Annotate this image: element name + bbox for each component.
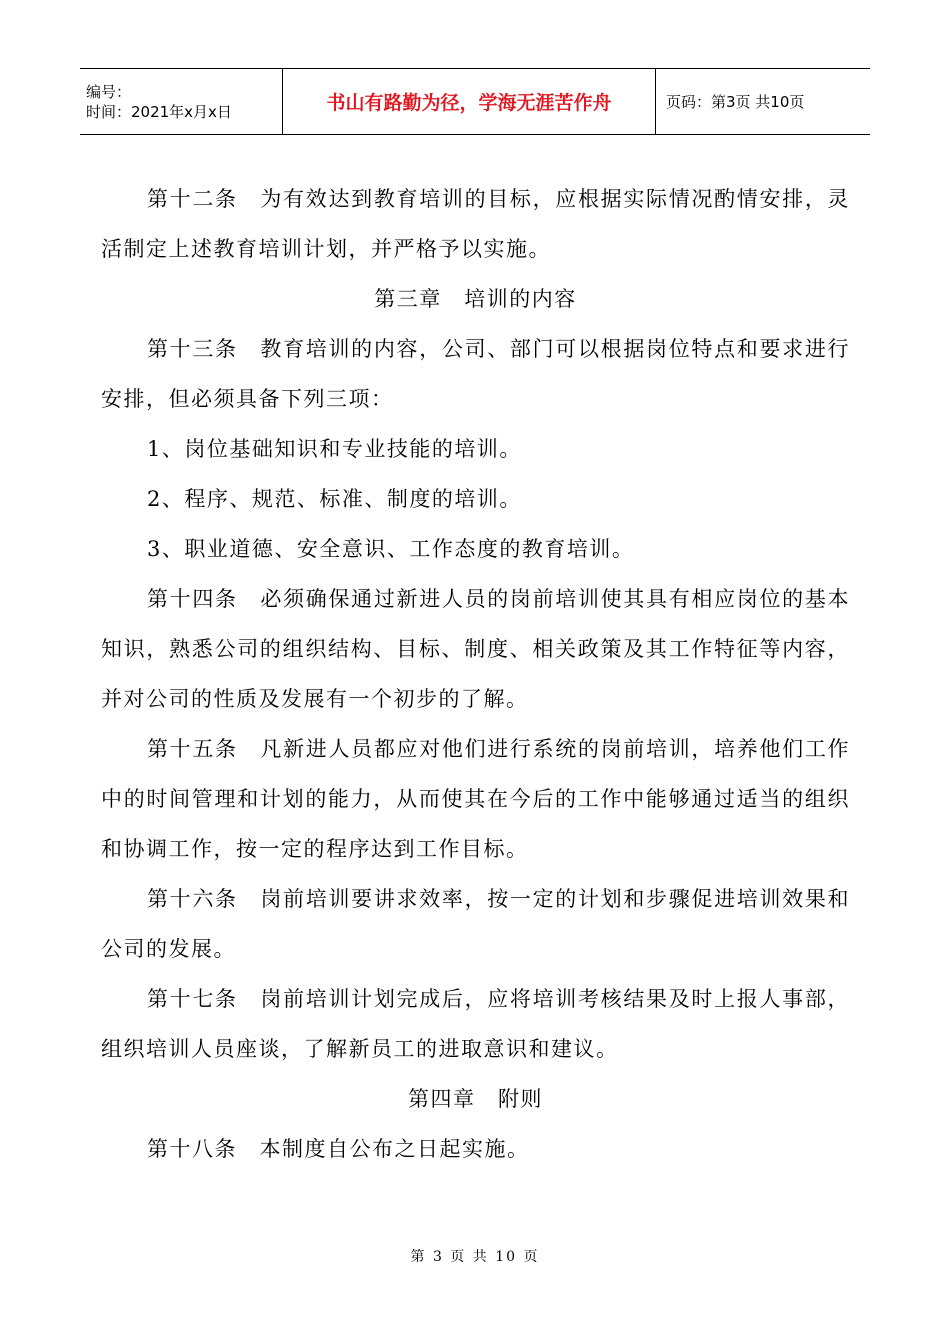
list-item-3: 3、职业道德、安全意识、工作态度的教育培训。: [147, 537, 635, 561]
document-time-label: 时间：2021年x月x日: [86, 102, 232, 121]
article-14: 第十四条 必须确保通过新进人员的岗前培训使其具有相应岗位的基本知识，熟悉公司的组织结构、目标、制度、相关政策及其工作特征等内容，并对公司的性质及发展有一个初步的了解。: [101, 587, 850, 711]
page-header: [80, 68, 870, 135]
article-17: 第十七条 岗前培训计划完成后，应将培训考核结果及时上报人事部，组织培训人员座谈，了解新员工的进取意识和建议。: [101, 987, 850, 1061]
article-12: 第十二条 为有效达到教育培训的目标，应根据实际情况酌情安排，灵活制定上述教育培训计划，并严格予以实施。: [101, 187, 850, 261]
header-page-label: 页码：第3页 共10页: [666, 93, 805, 111]
list-item-2: 2、程序、规范、标准、制度的培训。: [147, 487, 522, 511]
article-13: 第十三条 教育培训的内容，公司、部门可以根据岗位特点和要求进行安排，但必须具备下列三项：: [101, 337, 850, 411]
article-15: 第十五条 凡新进人员都应对他们进行系统的岗前培训，培养他们工作中的时间管理和计划的能力，从而使其在今后的工作中能够通过适当的组织和协调工作，按一定的程序达到工作目标。: [101, 737, 850, 861]
chapter-4-title: 第四章 附则: [408, 1087, 543, 1111]
document-number-label: 编号：: [86, 82, 132, 101]
header-meta: [80, 69, 282, 134]
page-footer: 第 3 页 共 10 页: [410, 1249, 540, 1265]
document-body: [101, 174, 850, 1174]
list-item-1: 1、岗位基础知识和专业技能的培训。: [147, 437, 522, 461]
article-18: 第十八条 本制度自公布之日起实施。: [147, 1137, 530, 1161]
header-motto: 书山有路勤为径，学海无涯苦作舟: [282, 69, 656, 134]
article-16: 第十六条 岗前培训要讲求效率，按一定的计划和步骤促进培训效果和公司的发展。: [101, 887, 850, 961]
chapter-3-title: 第三章 培训的内容: [374, 287, 577, 311]
